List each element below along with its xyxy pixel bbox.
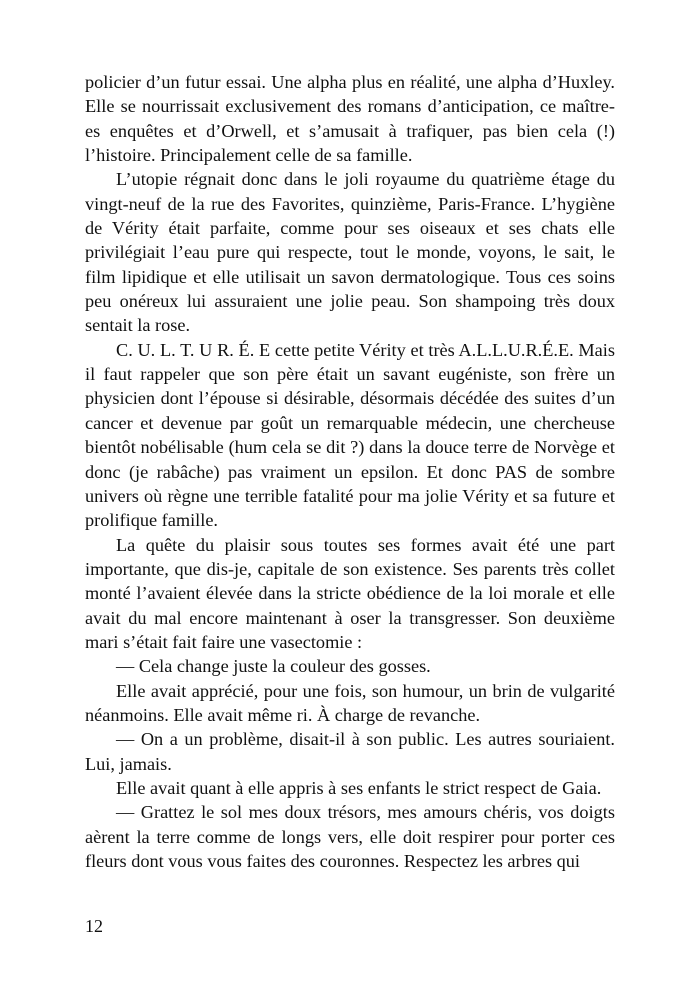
paragraph-2: L’utopie régnait donc dans le joli royaume du quatrième étage du vingt-neuf de la rue des Favorites, quinzième, Paris-France. L’hygiène de Vérity était parfaite, comme pour ses oiseaux et ses chats elle privilégiait l’eau pure qui respecte, tout le monde, voyons, le sait, le film lipidique et elle utilisait un savon dermatologique. Tous ces soins peu onéreux lui assuraient une jolie peau. Son shampoing très doux sentait la rose. — [85, 169, 615, 336]
dialogue-line-1: — Cela change juste la couleur des gosses. — [116, 656, 431, 677]
paragraph-4: La quête du plaisir sous toutes ses formes avait été une part importante, que dis-je, capitale de son existence. Ses parents très collet monté l’avaient élevée dans la stricte obédience de la loi morale et elle avait du mal encore maintenant à oser la transgresser. Son deuxième mari s’était fait faire une vasectomie : — [85, 534, 615, 652]
paragraph-6: Elle avait quant à elle appris à ses enfants le strict respect de Gaia. — [116, 777, 602, 798]
page-body — [85, 70, 615, 873]
paragraph-3: C. U. L. T. U R. É. E cette petite Vérity et très A.L.L.U.R.É.E. Mais il faut rappeler que son père était un savant eugéniste, son frère un physicien dont l’épouse si désirable, désormais décédée des suites d’un cancer et devenue par goût un remarquable médecin, une chercheuse bientôt nobélisable (hum cela se dit ?) dans la douce terre de Norvège et donc (je rabâche) pas vraiment un epsilon. Et donc PAS de sombre univers où règne une terrible fatalité pour ma jolie Vérity et sa future et prolifique famille. — [85, 339, 615, 531]
paragraph-5: Elle avait apprécié, pour une fois, son humour, un brin de vulgarité néanmoins. Elle avait même ri. À charge de revanche. — [85, 680, 615, 725]
dialogue-line-2: — On a un problème, disait-il à son public. Les autres souriaient. Lui, jamais. — [85, 729, 615, 774]
dialogue-line-3: — Grattez le sol mes doux trésors, mes amours chéris, vos doigts aèrent la terre comme de longs vers, elle doit respirer pour porter ces fleurs dont vous vous faites des couronnes. Respectez les arbres qui — [85, 802, 615, 871]
paragraph-1: policier d’un futur essai. Une alpha plus en réalité, une alpha d’Huxley. Elle se nourrissait exclusivement des romans d’anticipation, ce maître-es enquêtes et d’Orwell, et s’amusait à trafiquer, pas bien cela (!) l’histoire. Principalement celle de sa famille. — [85, 72, 615, 166]
page-number: 12 — [85, 916, 103, 936]
